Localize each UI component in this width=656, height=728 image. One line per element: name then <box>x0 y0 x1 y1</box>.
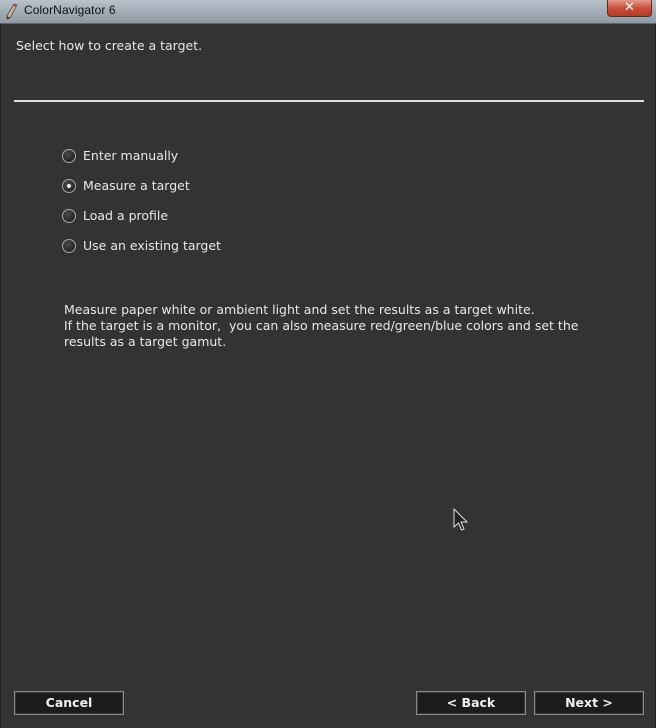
window-title: ColorNavigator 6 <box>24 3 116 17</box>
page-instruction: Select how to create a target. <box>16 38 203 53</box>
title-bar <box>0 0 656 24</box>
description-line: Measure paper white or ambient light and set the results as a target white. <box>64 302 535 317</box>
mouse-cursor-icon <box>453 508 469 534</box>
pencil-icon <box>5 3 19 20</box>
radio-button[interactable] <box>62 209 76 223</box>
cancel-button[interactable]: Cancel <box>14 691 124 715</box>
close-button[interactable] <box>607 0 652 17</box>
description-line: results as a target gamut. <box>64 334 227 349</box>
radio-label: Use an existing target <box>83 238 221 253</box>
radio-label: Enter manually <box>83 148 179 163</box>
back-button[interactable]: < Back <box>416 691 526 715</box>
radio-button[interactable] <box>62 239 76 253</box>
close-icon: ✕ <box>624 0 635 15</box>
description-line: If the target is a monitor, you can also measure red/green/blue colors and set the <box>64 318 579 333</box>
radio-label: Measure a target <box>83 178 190 193</box>
radio-button[interactable] <box>62 149 76 163</box>
wizard-window <box>0 24 656 728</box>
option-description <box>64 302 624 350</box>
radio-label: Load a profile <box>83 208 169 223</box>
header-divider <box>14 100 644 102</box>
radio-button-selected[interactable] <box>62 179 76 193</box>
next-button[interactable]: Next > <box>534 691 644 715</box>
